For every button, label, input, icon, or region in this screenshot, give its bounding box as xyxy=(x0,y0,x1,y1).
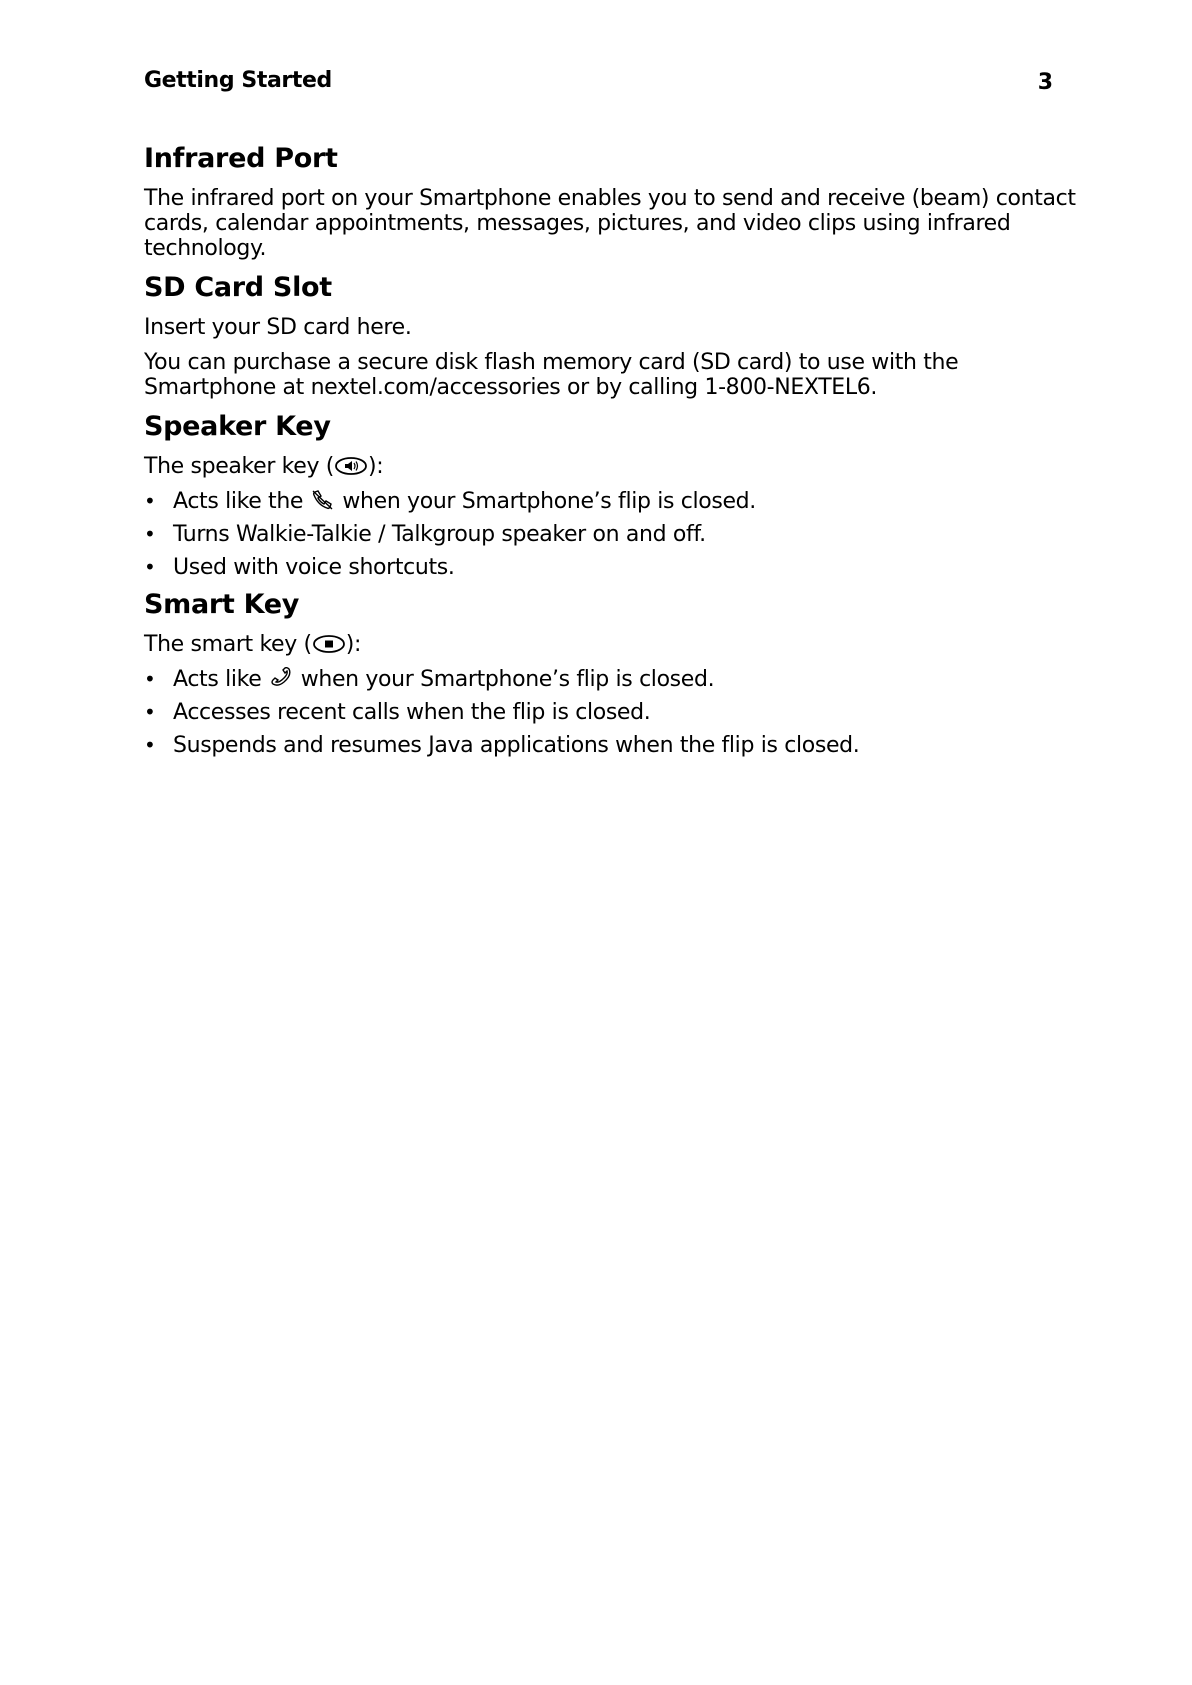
bullet: • xyxy=(144,700,156,724)
list-item xyxy=(144,700,1079,725)
list-item-text: Acts like the xyxy=(173,489,310,514)
section-speaker-key xyxy=(144,410,1079,580)
section-heading: Smart Key xyxy=(144,589,300,620)
section-smart-key xyxy=(144,588,1079,758)
intro-text-end: ): xyxy=(345,632,362,657)
section-heading: Speaker Key xyxy=(144,411,331,442)
bullet: • xyxy=(144,489,156,513)
bullet: • xyxy=(144,555,156,579)
list-item-text: when your Smartphone’s flip is closed. xyxy=(294,667,715,692)
page-header xyxy=(144,68,1053,98)
section-heading: Infrared Port xyxy=(144,143,338,174)
list-item xyxy=(144,667,1079,692)
infrared-description: The infrared port on your Smartphone enables you to send and receive (beam) contact cards, calendar appointments, messages, pictures, and video clips using infrared technology. xyxy=(144,186,1076,261)
bullet: • xyxy=(144,733,156,757)
bullet: • xyxy=(144,522,156,546)
section-infrared-port xyxy=(144,142,1079,261)
intro-text: The smart key ( xyxy=(144,632,312,657)
list-item xyxy=(144,555,1079,580)
list-item-text: Accesses recent calls when the flip is closed. xyxy=(173,700,651,725)
list-item-text: Acts like xyxy=(173,667,269,692)
end-key-icon xyxy=(310,489,336,511)
list-item-text: when your Smartphone’s flip is closed. xyxy=(335,489,756,514)
intro-text: The speaker key ( xyxy=(144,454,335,479)
speaker-key-intro xyxy=(144,454,1079,479)
list-item-text: Turns Walkie-Talkie / Talkgroup speaker on and off. xyxy=(173,522,706,547)
speaker-key-icon xyxy=(334,456,368,476)
section-heading: SD Card Slot xyxy=(144,272,332,303)
speaker-key-list xyxy=(144,489,1079,580)
smart-key-intro xyxy=(144,632,1079,657)
list-item xyxy=(144,522,1079,547)
intro-text-end: ): xyxy=(368,454,384,479)
section-sd-card-slot xyxy=(144,271,1079,400)
sd-card-purchase-info: You can purchase a secure disk flash memory card (SD card) to use with the Smartphone at nextel.com/accessories or by calling 1-800-NEXTEL6. xyxy=(144,350,959,400)
page-content xyxy=(144,142,1079,766)
sd-card-instruction: Insert your SD card here. xyxy=(144,315,412,340)
list-item-text: Suspends and resumes Java applications when the flip is closed. xyxy=(173,733,860,758)
list-item xyxy=(144,733,1079,758)
smart-key-list xyxy=(144,667,1079,758)
page-number: 3 xyxy=(1037,70,1053,95)
header-title: Getting Started xyxy=(144,68,332,93)
bullet: • xyxy=(144,667,156,691)
smart-key-icon xyxy=(312,634,346,654)
list-item xyxy=(144,489,1079,514)
list-item-text: Used with voice shortcuts. xyxy=(173,555,455,580)
send-key-icon xyxy=(268,667,294,689)
